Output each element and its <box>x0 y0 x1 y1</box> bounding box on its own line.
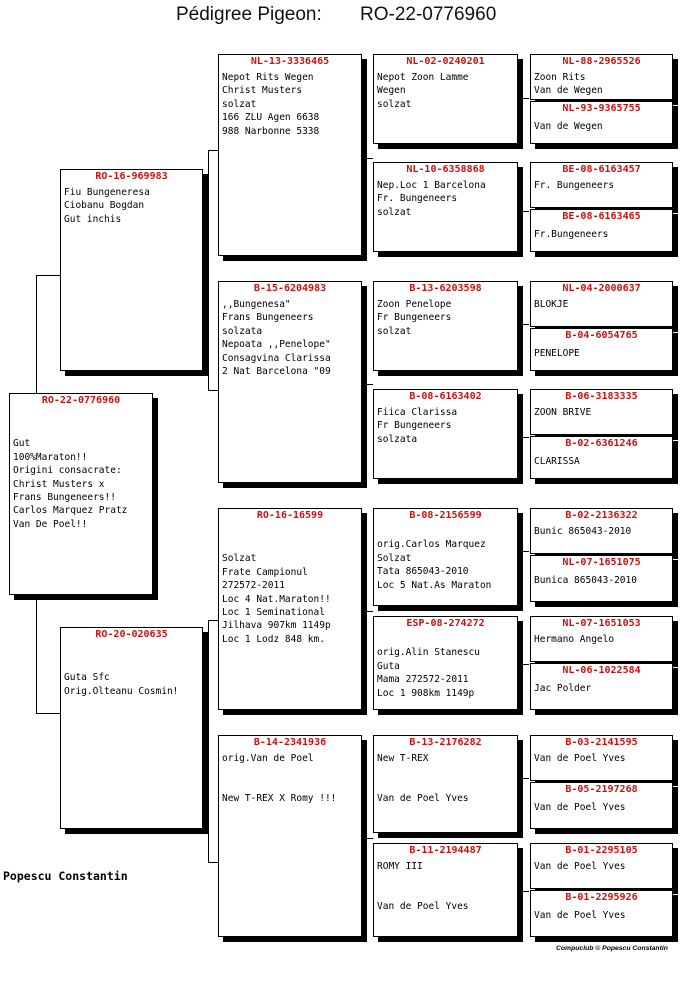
connector-line <box>523 664 529 665</box>
pigeon-notes: Fiica Clarissa Fr Bungeneers solzata <box>377 407 458 445</box>
pigeon-card-ancestor <box>530 663 673 710</box>
pigeon-notes: orig.Van de Poel New T-REX X Romy !!! <box>222 753 337 805</box>
connector-line <box>208 150 209 390</box>
pigeon-notes: Zoon Penelope Fr Bungeneers solzat <box>377 299 452 337</box>
pigeon-card-great-grandparent <box>373 616 518 710</box>
connector-line <box>208 390 218 391</box>
owner-name: Popescu Constantin <box>3 869 128 883</box>
pigeon-card-great-grandparent <box>373 281 518 371</box>
ring-number: NL-10-6358868 <box>406 164 485 175</box>
connector-line <box>208 862 218 863</box>
connector-line <box>523 437 529 438</box>
pigeon-card-grandparent <box>218 281 362 483</box>
ring-number: B-06-3183335 <box>565 391 638 402</box>
pigeon-notes: Zoon Rits Van de Wegen <box>534 72 603 97</box>
pigeon-notes: Jac Polder <box>534 683 592 694</box>
ring-number: B-02-6361246 <box>565 438 638 449</box>
pigeon-card-ancestor <box>530 162 673 208</box>
pigeon-notes: PENELOPE <box>534 348 580 359</box>
pigeon-card-ancestor <box>530 54 673 100</box>
ring-number: B-03-2141595 <box>565 737 638 748</box>
title-ring-number: RO-22-0776960 <box>360 4 497 25</box>
ring-number: B-13-2176282 <box>409 737 482 748</box>
connector-line <box>367 838 373 839</box>
pigeon-notes: Van de Poel Yves <box>534 802 626 813</box>
ring-number: NL-93-9365755 <box>562 103 641 114</box>
ring-number: B-05-2197268 <box>565 784 638 795</box>
pigeon-card-ancestor <box>530 555 673 602</box>
ring-number: ESP-08-274272 <box>406 618 485 629</box>
pigeon-notes: BLOKJE <box>534 299 569 310</box>
pigeon-notes: Bunic 865043-2010 <box>534 526 632 537</box>
pigeon-card-great-grandparent <box>373 54 518 144</box>
pigeon-card-ancestor <box>530 328 673 371</box>
pigeon-card-ancestor <box>530 389 673 435</box>
pigeon-card-ancestor <box>530 209 673 252</box>
pigeon-notes: Van de Poel Yves <box>534 910 626 921</box>
ring-number: NL-02-0240201 <box>406 56 485 67</box>
ring-number: B-14-2341936 <box>253 737 327 748</box>
pigeon-notes: ,,Bungenesa" Frans Bungeneers solzata Nepoata ,,Penelope" Consagvina Clarissa 2 Nat Barcelona "09 <box>222 299 331 378</box>
ring-number: B-01-2295105 <box>565 845 638 856</box>
pigeon-card-grandparent <box>218 735 362 937</box>
connector-line <box>523 98 529 99</box>
ring-number: NL-13-3336465 <box>250 56 330 67</box>
connector-line <box>523 778 529 779</box>
pigeon-notes: ZOON BRIVE <box>534 407 592 418</box>
pigeon-notes: Van de Poel Yves <box>534 861 626 872</box>
connector-line <box>208 150 218 151</box>
pigeon-card-great-grandparent <box>373 843 518 937</box>
ring-number: B-08-2156599 <box>409 510 482 521</box>
connector-line <box>523 551 529 552</box>
pigeon-card-ancestor <box>530 508 673 554</box>
footer-credit: Compuclub © Popescu Constantin <box>556 945 668 952</box>
connector-line <box>367 611 373 612</box>
pigeon-card-great-grandparent <box>373 162 518 252</box>
pigeon-notes: Van de Wegen <box>534 121 603 132</box>
connector-line <box>208 620 218 621</box>
pigeon-notes: ROMY III Van de Poel Yves <box>377 861 469 913</box>
pigeon-card-great-grandparent <box>373 389 518 479</box>
connector-line <box>523 211 529 212</box>
ring-number: BE-08-6163465 <box>562 211 641 222</box>
pigeon-card-grandparent <box>218 508 362 710</box>
connector-line <box>523 891 529 892</box>
connector-line <box>367 158 373 159</box>
pigeon-notes: Fr.Bungeneers <box>534 229 609 240</box>
pigeon-card-ancestor <box>530 890 673 937</box>
pigeon-card-ancestor <box>530 735 673 781</box>
ring-number: RO-16-969983 <box>95 171 168 182</box>
ring-number: B-15-6204983 <box>253 283 327 294</box>
connector-line <box>208 620 209 862</box>
pigeon-card-great-grandparent <box>373 735 518 833</box>
ring-number: B-08-6163402 <box>409 391 482 402</box>
ring-number: NL-06-1022584 <box>562 665 641 676</box>
pigeon-notes: Guta Sfc Orig.Olteanu Cosmin! <box>64 672 179 697</box>
connector-line <box>36 275 60 276</box>
pigeon-notes: Nep.Loc 1 Barcelona Fr. Bungeneers solzat <box>377 180 486 218</box>
connector-line <box>36 713 60 714</box>
pigeon-notes: Nepot Rits Wegen Christ Musters solzat 166 ZLU Agen 6638 988 Narbonne 5338 <box>222 72 320 137</box>
pigeon-notes: Nepot Zoon Lamme Wegen solzat <box>377 72 469 110</box>
pigeon-notes: orig.Carlos Marquez Solzat Tata 865043-2010 Loc 5 Nat.As Maraton <box>377 539 492 591</box>
connector-line <box>523 324 529 325</box>
pigeon-card-ancestor <box>530 616 673 662</box>
pigeon-card-subject <box>9 393 153 595</box>
pigeon-notes: Van de Poel Yves <box>534 753 626 764</box>
pigeon-card-grandparent <box>218 54 362 256</box>
ring-number: RO-16-16599 <box>256 510 324 521</box>
pigeon-notes: Hermano Angelo <box>534 634 615 645</box>
ring-number: B-01-2295926 <box>565 892 638 903</box>
pigeon-card-ancestor <box>530 436 673 479</box>
pigeon-notes: New T-REX Van de Poel Yves <box>377 753 469 805</box>
ring-number: RO-22-0776960 <box>41 395 121 406</box>
pigeon-card-sire <box>60 169 203 371</box>
pigeon-card-ancestor <box>530 101 673 144</box>
pigeon-card-great-grandparent <box>373 508 518 606</box>
pigeon-notes: Gut 100%Maraton!! Origini consacrate: Christ Musters x Frans Bungeneers!! Carlos Marquez Pratz Van De Poel!! <box>13 438 128 530</box>
ring-number: NL-88-2965526 <box>562 56 641 67</box>
pigeon-notes: Fiu Bungeneresa Ciobanu Bogdan Gut inchis <box>64 187 150 225</box>
pigeon-card-ancestor <box>530 281 673 327</box>
pigeon-notes: CLARISSA <box>534 456 580 467</box>
ring-number: B-04-6054765 <box>565 330 638 341</box>
ring-number: BE-08-6163457 <box>562 164 641 175</box>
ring-number: B-02-2136322 <box>565 510 638 521</box>
connector-line <box>367 384 373 385</box>
ring-number: NL-07-1651075 <box>562 557 641 568</box>
pigeon-card-ancestor <box>530 843 673 889</box>
ring-number: NL-04-2000637 <box>562 283 641 294</box>
ring-number: B-11-2194487 <box>409 845 482 856</box>
pigeon-card-dam <box>60 627 203 829</box>
ring-number: NL-07-1651053 <box>562 618 641 629</box>
pigeon-notes: orig.Alin Stanescu Guta Mama 272572-2011 Loc 1 908km 1149p <box>377 647 480 699</box>
pigeon-notes: Bunica 865043-2010 <box>534 575 637 586</box>
ring-number: RO-20-020635 <box>95 629 168 640</box>
ring-number: B-13-6203598 <box>409 283 482 294</box>
pigeon-notes: Fr. Bungeneers <box>534 180 615 191</box>
pigeon-card-ancestor <box>530 782 673 829</box>
page-title <box>0 4 685 28</box>
title-label: Pédigree Pigeon: <box>176 4 322 25</box>
pigeon-notes: Solzat Frate Campionul 272572-2011 Loc 4 Nat.Maraton!! Loc 1 Seminational Jilhava 907km 1149p Loc 1 Lodz 848 km. <box>222 553 331 645</box>
